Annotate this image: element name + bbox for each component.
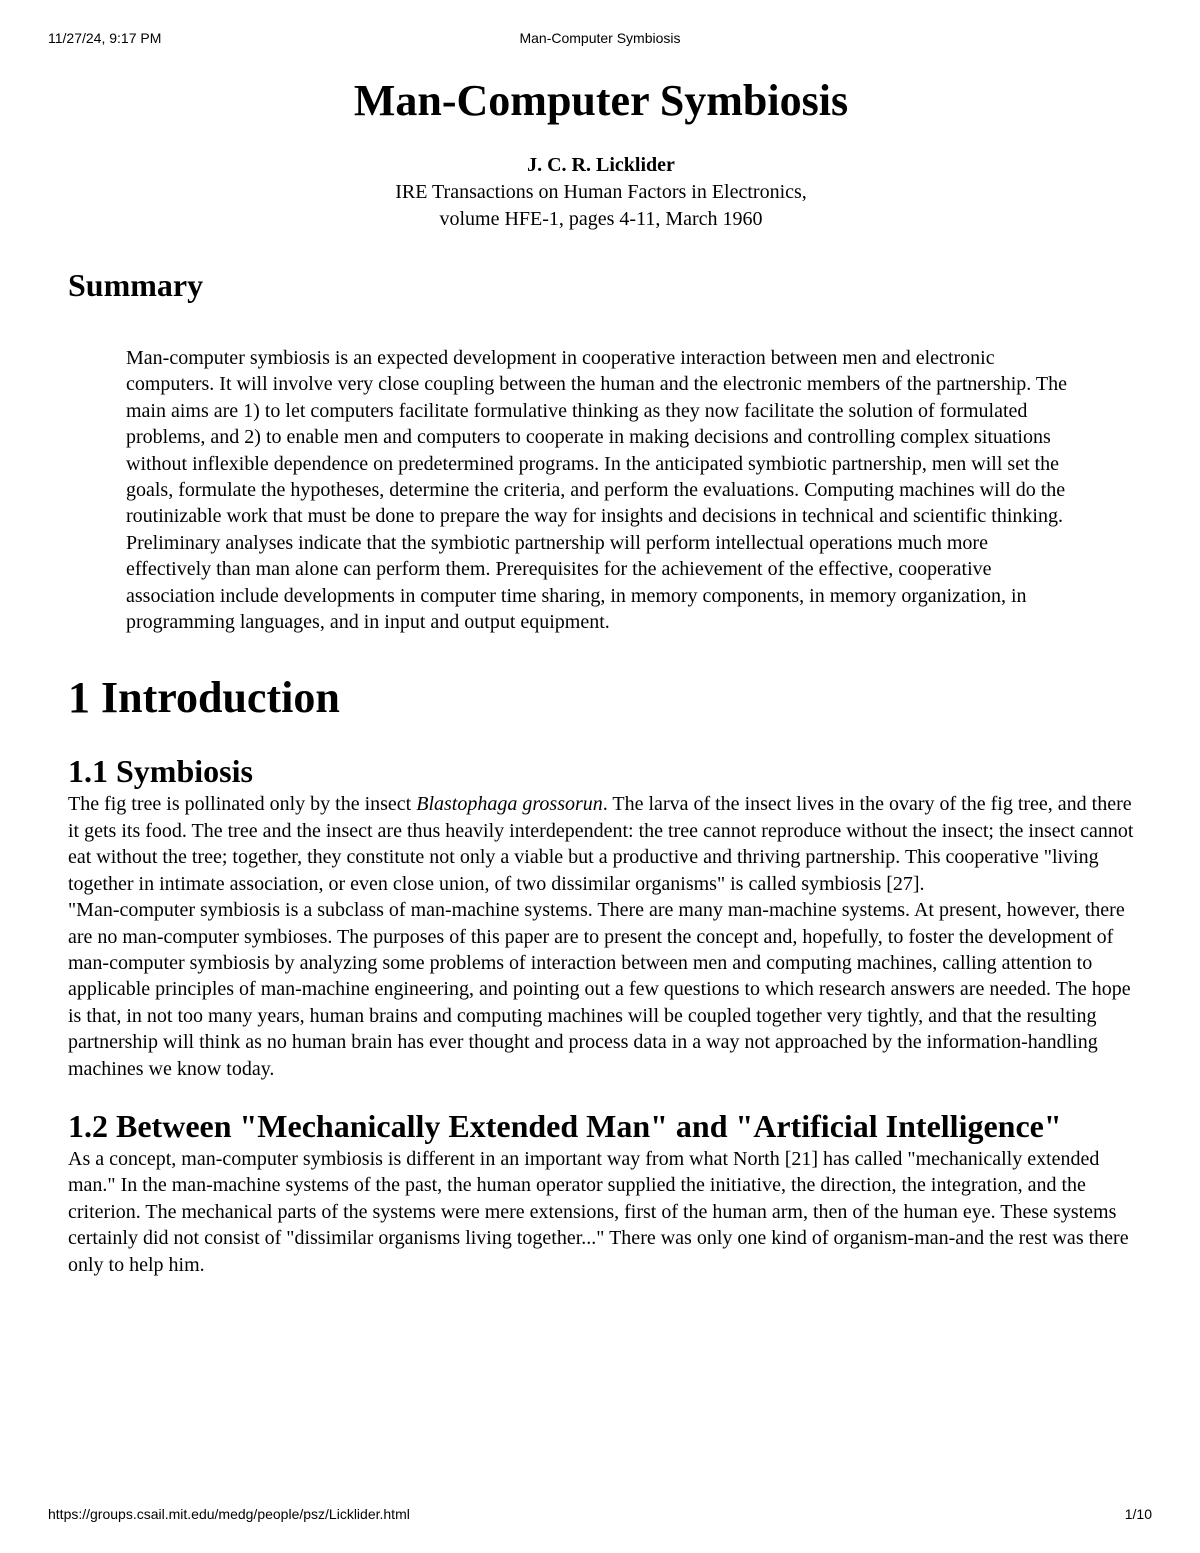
body-paragraph-1	[68, 791, 1134, 897]
print-page-number: 1/10	[1124, 1506, 1152, 1522]
body-paragraph-2: "Man-computer symbiosis is a subclass of man-machine systems. There are many man-machine systems. At present, however, there are no man-computer symbioses. The purposes of this paper are to present the concept and, hopefully, to foster the development of man-computer symbiosis by analyzing some problems of interaction between men and computing machines, calling attention to applicable principles of man-machine engineering, and pointing out a few questions to which research answers are needed. The hope is that, in not too many years, human brains and computing machines will be coupled together very tightly, and that the resulting partnership will think as no human brain has ever thought and process data in a way not approached by the information-handling machines we know today.	[68, 899, 1131, 1080]
publication-line-2: volume HFE-1, pages 4-11, March 1960	[439, 208, 763, 230]
byline	[68, 152, 1134, 233]
body-paragraph-3: As a concept, man-computer symbiosis is different in an important way from what North [21] has called "mechanically extended man." In the man-machine systems of the past, the human operator supplied the initiative, the direction, the integration, and the criterion. The mechanical parts of the systems were mere extensions, first of the human arm, then of the human eye. These systems certainly did not consist of "dissimilar organisms living together..." There was only one kind of organism-man-and the rest was there only to help him.	[68, 1147, 1129, 1276]
species-name: Blastophaga grossorun	[416, 793, 603, 816]
print-header	[48, 30, 1152, 50]
section-heading-introduction: 1 Introduction	[68, 673, 340, 723]
paragraph-text: The fig tree is pollinated only by the insect	[68, 793, 417, 816]
summary-text: Man-computer symbiosis is an expected development in cooperative interaction between men and electronic computers. It will involve very close coupling between the human and the electronic members of the partnership. The main aims are 1) to let computers facilitate formulative thinking as they now facilitate the solution of formulated problems, and 2) to enable men and computers to cooperate in making decisions and controlling complex situations without inflexible dependence on predetermined programs. In the anticipated symbiotic partnership, men will set the goals, formulate the hypotheses, determine the criteria, and perform the evaluations. Computing machines will do the routinizable work that must be done to prepare the way for insights and decisions in technical and scientific thinking. Preliminary analyses indicate that the symbiotic partnership will perform intellectual operations much more effectively than man alone can perform them. Prerequisites for the achievement of the effective, cooperative association include developments in computer time sharing, in memory components, in memory organization, in programming languages, and in input and output equipment.	[126, 347, 1068, 634]
paragraph-text: . The larva of the insect lives in the ovary of the fig tree, and there it gets its food. The tree and the insect are thus heavily interdependent: the tree cannot reproduce without the insect; the insect cannot eat without the tree; together, they constitute not only a viable but a productive and thriving partnership. This cooperative "living together in intimate association, or even close union, of two dissimilar organisms" is called symbiosis [27].	[68, 793, 1134, 895]
print-datetime: 11/27/24, 9:17 PM	[48, 30, 162, 46]
subsection-heading-mechanically-extended-man: 1.2 Between "Mechanically Extended Man" and "Artificial Intelligence"	[68, 1107, 1062, 1144]
summary-heading: Summary	[68, 267, 204, 303]
print-url: https://groups.csail.mit.edu/medg/people/psz/Licklider.html	[48, 1506, 410, 1522]
document-title: Man-Computer Symbiosis	[353, 76, 849, 125]
document-page	[68, 66, 1134, 1278]
print-page-title: Man-Computer Symbiosis	[519, 30, 681, 46]
author: J. C. R. Licklider	[527, 154, 675, 176]
publication-line-1: IRE Transactions on Human Factors in Electronics,	[395, 181, 807, 203]
print-footer	[48, 1506, 1152, 1526]
subsection-heading-symbiosis: 1.1 Symbiosis	[68, 753, 253, 790]
